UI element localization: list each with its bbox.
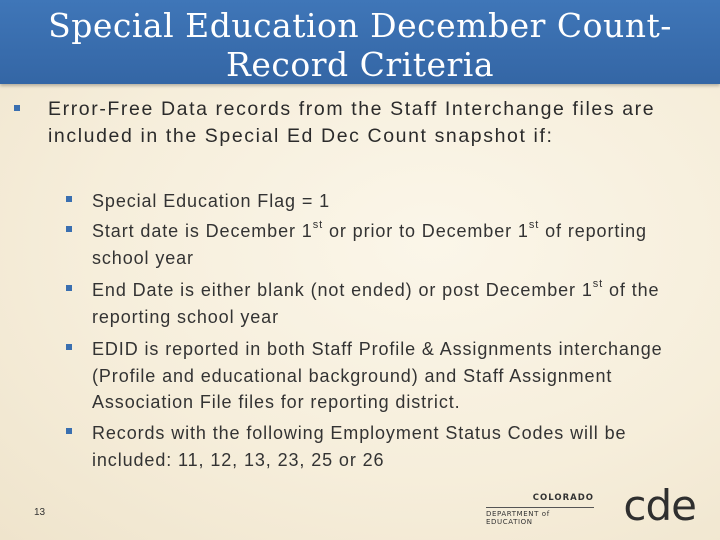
- cde-logo-mark: cde: [623, 481, 696, 530]
- cde-logo: [486, 481, 696, 530]
- square-bullet-icon: [66, 344, 72, 350]
- sub-bullet-text: End Date is either blank (not ended) or post December 1st of the reporting school year: [92, 278, 660, 327]
- title-line-1: Special Education December Count-: [48, 6, 672, 45]
- sub-bullet-text: Records with the following Employment Status Codes will be included: 11, 12, 13, 23, 25 or 26: [92, 423, 627, 470]
- sub-bullet-text: EDID is reported in both Staff Profile & Assignments interchange (Profile and educational background) and Staff Assignment Association File files for reporting district.: [92, 339, 663, 412]
- sub-bullet-text: Special Education Flag = 1: [92, 191, 331, 211]
- logo-state-text: COLORADO: [532, 493, 594, 503]
- square-bullet-icon: [66, 226, 72, 232]
- square-bullet-icon: [66, 428, 72, 434]
- sub-bullet-text: Start date is December 1st or prior to December 1st of reporting school year: [92, 219, 647, 268]
- main-bullet-text: Error-Free Data records from the Staff Interchange files are included in the Special Ed Dec Count snapshot if:: [48, 98, 656, 147]
- square-bullet-icon: [14, 105, 20, 111]
- page-number: 13: [34, 507, 46, 518]
- title-line-2: Record Criteria: [226, 45, 494, 84]
- square-bullet-icon: [66, 196, 72, 202]
- square-bullet-icon: [66, 285, 72, 291]
- main-bullet: [14, 96, 674, 150]
- logo-department-text: DEPARTMENT of EDUCATION: [486, 507, 594, 526]
- slide-title: [0, 6, 720, 84]
